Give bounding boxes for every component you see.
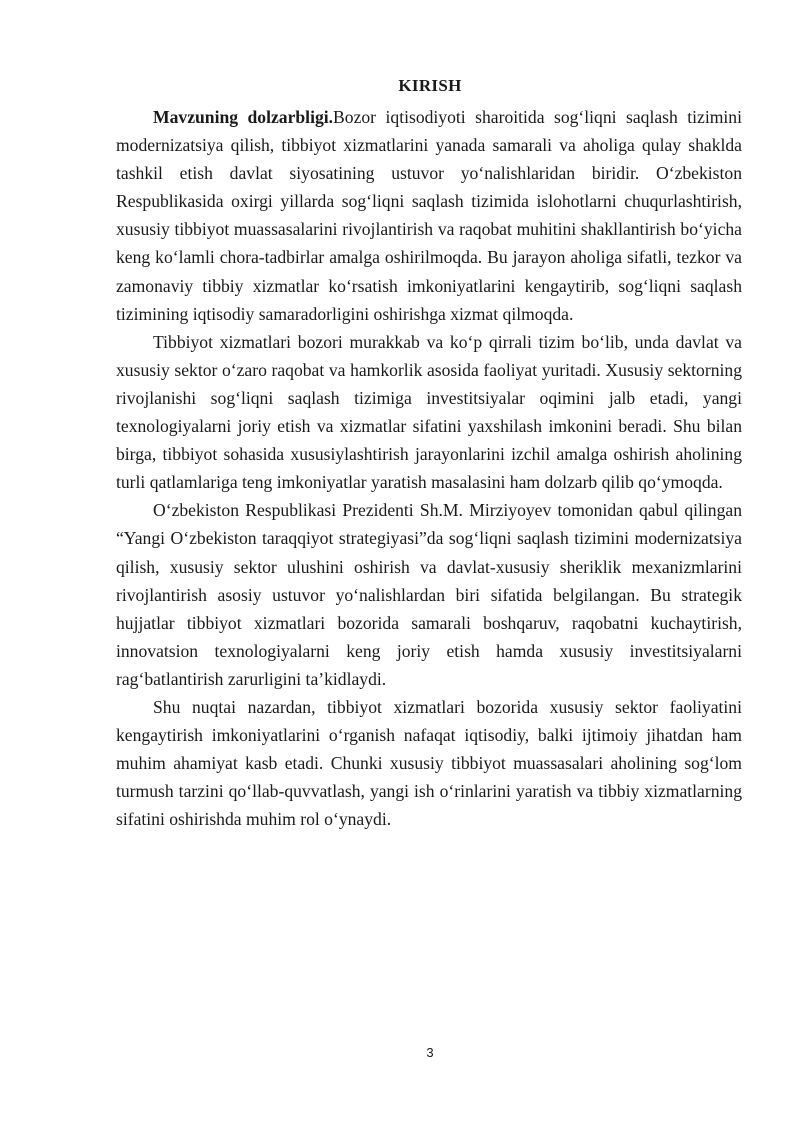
page-title: KIRISH: [398, 76, 462, 95]
paragraph-lead: Mavzuning dolzarbligi.: [153, 107, 334, 127]
paragraph-relevance: [116, 103, 742, 328]
paragraph-text: Tibbiyot xizmatlari bozori murakkab va ko‘p qirrali tizim bo‘lib, unda davlat va xususiy sektor o‘zaro raqobat va hamkorlik asosida faoliyat yuritadi. Xususiy sektorning rivojlanishi sog‘liqni saqlash tizimiga investitsiyalar oqimini jalb etadi, yangi texnologiyalarni joriy etish va xizmatlar sifatini yaxshilash imkonini beradi. Shu bilan birga, tibbiyot sohasida xususiylashtirish jarayonlarini izchil amalga oshirish aholining turli qatlamlariga teng imkoniyatlar yaratish masalasini ham dolzarb qilib qo‘ymoqda.: [116, 331, 742, 493]
paragraph-text: O‘zbekiston Respublikasi Prezidenti Sh.M. Mirziyoyev tomonidan qabul qilingan “Yangi O‘zbekiston taraqqiyot strategiyasi”da sog‘liqni saqlash tizimini modernizatsiya qilish, xususiy sektor ulushini oshirish va davlat-xususiy sheriklik mexanizmlarini rivojlantirish asosiy ustuvor yo‘nalishlardan biri sifatida belgilangan. Bu strategik hujjatlar tibbiyot xizmatlari bozorida samarali boshqaruv, raqobatni kuchaytirish, innovatsion texnologiyalarni keng joriy etish hamda xususiy investitsiyalarni rag‘batlantirish zarurligini ta’kidlaydi.: [116, 500, 742, 689]
paragraph-market: [116, 328, 742, 497]
paragraph-strategy: [116, 496, 742, 693]
paragraph-text: Shu nuqtai nazardan, tibbiyot xizmatlari bozorida xususiy sektor faoliyatini kengaytirish imkoniyatlarini o‘rganish nafaqat iqtisodiy, balki ijtimoiy jihatdan ham muhim ahamiyat kasb etadi. Chunki xususiy tibbiyot muassasalari aholining sog‘lom turmush tarzini qo‘llab-quvvatlash, yangi ish o‘rinlarini yaratish va tibbiy xizmatlarning sifatini oshirishda muhim rol o‘ynaydi.: [116, 696, 742, 830]
body-text: [116, 103, 742, 833]
paragraph-importance: [116, 693, 742, 833]
paragraph-text: Bozor iqtisodiyoti sharoitida sog‘liqni saqlash tizimini modernizatsiya qilish, tibbiyot xizmatlarini yanada samarali va aholiga qulay shaklda tashkil etish davlat siyosatining ustuvor yo‘nalishlaridan biridir. O‘zbekiston Respublikasida oxirgi yillarda sog‘liqni saqlash tizimida islohotlarni chuqurlashtirish, xususiy tibbiyot muassasalarini rivojlantirish va raqobat muhitini shakllantirish bo‘yicha keng ko‘lamli chora-tadbirlar amalga oshirilmoqda. Bu jarayon aholiga sifatli, tezkor va zamonaviy tibbiy xizmatlar ko‘rsatish imkoniyatlarini kengaytirib, sog‘liqni saqlash tizimining iqtisodiy samaradorligini oshirishga xizmat qilmoqda.: [116, 107, 742, 324]
page-number: 3: [426, 1045, 434, 1060]
